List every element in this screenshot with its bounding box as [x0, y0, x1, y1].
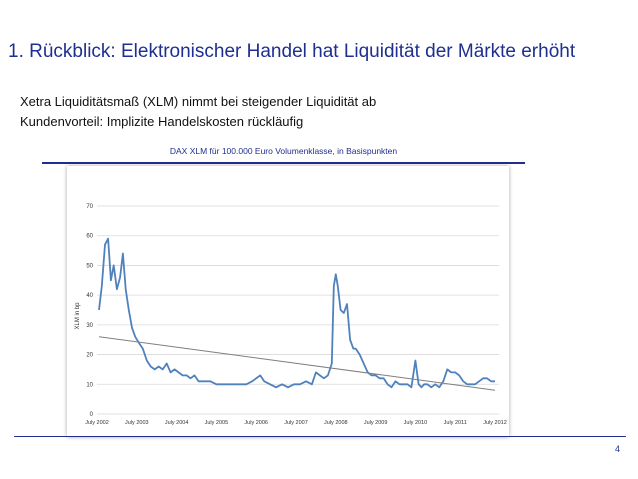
x-tick-label: July 2004 [164, 420, 189, 426]
x-tick-label: July 2006 [244, 420, 268, 426]
y-tick-label: 50 [86, 263, 93, 270]
bullet-item: Kundenvorteil: Implizite Handelskosten rückläufig [20, 114, 304, 129]
line-chart [67, 166, 509, 437]
y-tick-label: 30 [86, 322, 93, 329]
y-tick-label: 0 [89, 412, 93, 418]
footer-divider [14, 436, 626, 437]
x-tick-label: July 2007 [284, 420, 308, 426]
trend-line [99, 337, 495, 391]
x-tick-label: July 2005 [204, 420, 229, 426]
series-line-dax-xlm [99, 239, 495, 388]
y-tick-label: 60 [86, 233, 93, 240]
chart-title: DAX XLM für 100.000 Euro Volumenklasse, in Basispunkten [169, 146, 398, 156]
caption-divider [42, 162, 525, 164]
slide-title: 1. Rückblick: Elektronischer Handel hat Liquidität der Märkte erhöht [8, 41, 576, 62]
page-number: 4 [614, 444, 620, 454]
x-tick-label: July 2010 [403, 420, 428, 426]
x-tick-label: July 2011 [443, 420, 467, 426]
y-tick-label: 40 [86, 293, 93, 300]
x-tick-label: July 2012 [483, 420, 507, 426]
x-tick-label: July 2003 [125, 420, 149, 426]
x-tick-label: July 2008 [324, 420, 348, 426]
y-tick-label: 10 [86, 382, 93, 389]
bullet-list [20, 92, 376, 132]
y-tick-label: 20 [86, 352, 93, 359]
x-tick-label: July 2002 [85, 420, 109, 426]
bullet-item: Xetra Liquiditätsmaß (XLM) nimmt bei steigender Liquidität ab [20, 94, 377, 109]
chart-panel [67, 166, 509, 437]
y-axis-label: XLM in bp [75, 302, 81, 330]
y-tick-label: 70 [86, 204, 93, 210]
x-tick-label: July 2009 [363, 420, 388, 426]
